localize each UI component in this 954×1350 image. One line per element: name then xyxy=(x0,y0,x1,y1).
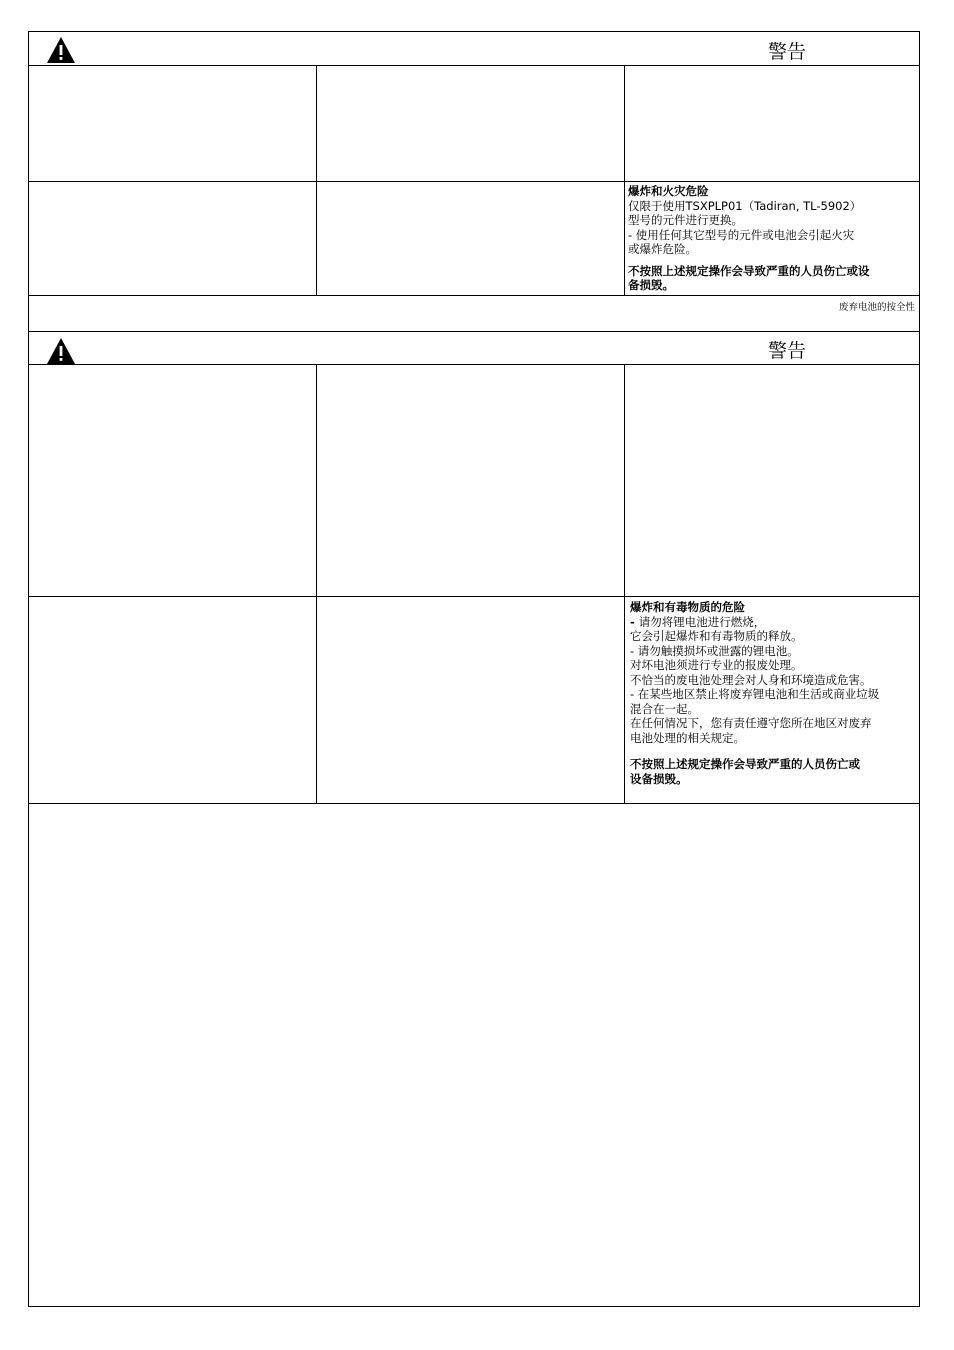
divider xyxy=(29,331,919,332)
hazard-line: 型号的元件进行更换。 xyxy=(628,213,743,227)
consequence-line: 设备损毁。 xyxy=(630,771,688,786)
hazard-line: 在任何情况下，您有责任遵守您所在地区对废弃 xyxy=(630,716,872,730)
hazard-title: 爆炸和火灾危险 xyxy=(628,184,709,198)
hazard-line: - 在某些地区禁止将废弃锂电池和生活或商业垃圾 xyxy=(630,687,880,701)
warning-title: 警告 xyxy=(768,340,807,362)
column-divider xyxy=(316,65,317,295)
hazard-line: 混合在一起。 xyxy=(630,701,699,716)
footnote: 废弃电池的按全性 xyxy=(838,302,915,313)
hazard-line: 不恰当的废电池处理会对人身和环境造成危害。 xyxy=(630,672,872,687)
hazard-line: 仅限于使用TSXPLP01（Tadiran, TL-5902） xyxy=(628,198,862,213)
warning-triangle-icon xyxy=(46,337,76,365)
column-divider xyxy=(624,364,625,803)
hazard-title: 爆炸和有毒物质的危险 xyxy=(630,600,745,614)
column-divider xyxy=(624,65,625,295)
page-frame xyxy=(28,31,920,1307)
consequence-line: 不按照上述规定操作会导致严重的人员伤亡或 xyxy=(630,757,860,771)
divider xyxy=(29,181,919,182)
hazard-line: 对坏电池须进行专业的报废处理。 xyxy=(630,658,803,672)
consequence-line: 不按照上述规定操作会导致严重的人员伤亡或设 xyxy=(628,263,870,278)
hazard-line: 它会引起爆炸和有毒物质的释放。 xyxy=(630,629,803,643)
divider xyxy=(29,295,919,296)
hazard-text-block xyxy=(628,184,870,293)
hazard-line: - 请勿触摸损坏或泄露的锂电池。 xyxy=(630,643,799,658)
hazard-line: - 使用任何其它型号的元件或电池会引起火灾 xyxy=(628,227,855,242)
warning-triangle-icon xyxy=(46,36,76,64)
hazard-text-block xyxy=(630,600,879,786)
hazard-line: 电池处理的相关规定。 xyxy=(630,730,745,745)
divider xyxy=(29,65,919,66)
divider xyxy=(29,596,919,597)
hazard-line: - 请勿将锂电池进行燃烧， xyxy=(630,614,766,629)
divider xyxy=(29,803,919,804)
consequence-line: 备损毁。 xyxy=(628,278,674,292)
column-divider xyxy=(316,364,317,803)
warning-title: 警告 xyxy=(768,41,807,63)
hazard-line: 或爆炸危险。 xyxy=(628,242,697,256)
divider xyxy=(29,364,919,365)
